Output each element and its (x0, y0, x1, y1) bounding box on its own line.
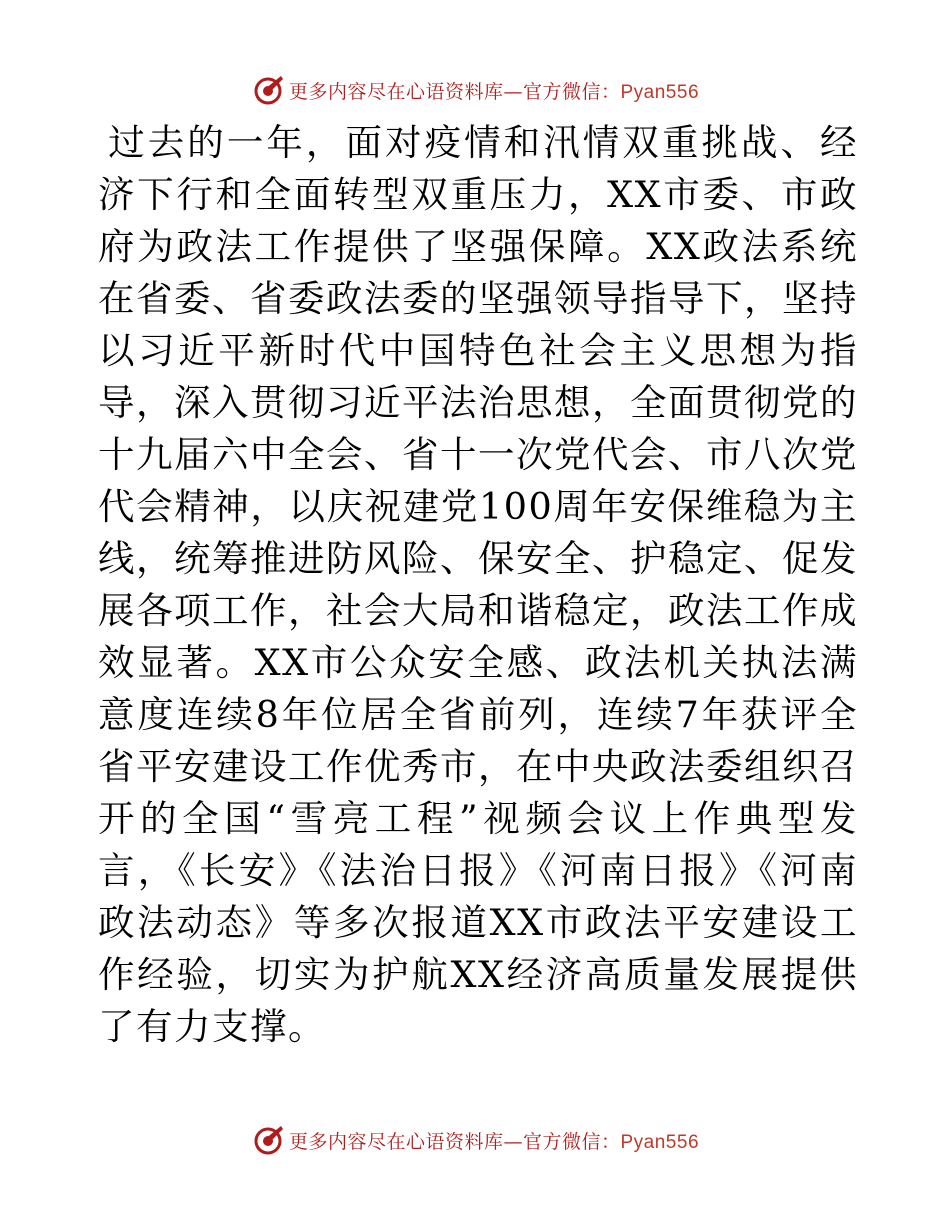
footer-watermark-banner (0, 1120, 950, 1160)
wechat-label: 官方微信： (522, 1130, 621, 1153)
pen-circle-logo-icon (251, 1123, 285, 1157)
pen-circle-logo-icon (251, 73, 285, 107)
wechat-handle: Pyan556 (620, 1131, 700, 1153)
separator: — (503, 1130, 523, 1153)
site-name: 更多内容尽在心语资料库 (288, 1130, 504, 1153)
wechat-handle: Pyan556 (620, 81, 700, 103)
watermark-text (289, 1127, 699, 1154)
header-watermark-banner (0, 70, 950, 110)
watermark-text (289, 77, 699, 104)
separator: — (503, 80, 523, 103)
site-name: 更多内容尽在心语资料库 (288, 80, 504, 103)
wechat-label: 官方微信： (522, 80, 621, 103)
document-paragraph: 过去的一年，面对疫情和汛情双重挑战、经济下行和全面转型双重压力，XX市委、市政府为政法工作提供了坚强保障。XX政法系统在省委、省委政法委的坚强领导指导下，坚持以习近平新时代中国特色社会主义思想为指导，深入贯彻习近平法治思想，全面贯彻党的十九届六中全会、省十一次党代会、市八次党代会精神，以庆祝建党100周年安保维稳为主线，统筹推进防风险、保安全、护稳定、促发展各项工作，社会大局和谐稳定，政法工作成效显著。XX市公众安全感、政法机关执法满意度连续8年位居全省前列，连续7年获评全省平安建设工作优秀市，在中央政法委组织召开的全国“雪亮工程”视频会议上作典型发言，《长安》《法治日报》《河南日报》《河南政法动态》等多次报道XX市政法平安建设工作经验，切实为护航XX经济高质量发展提供了有力支撑。 (98, 121, 858, 1048)
